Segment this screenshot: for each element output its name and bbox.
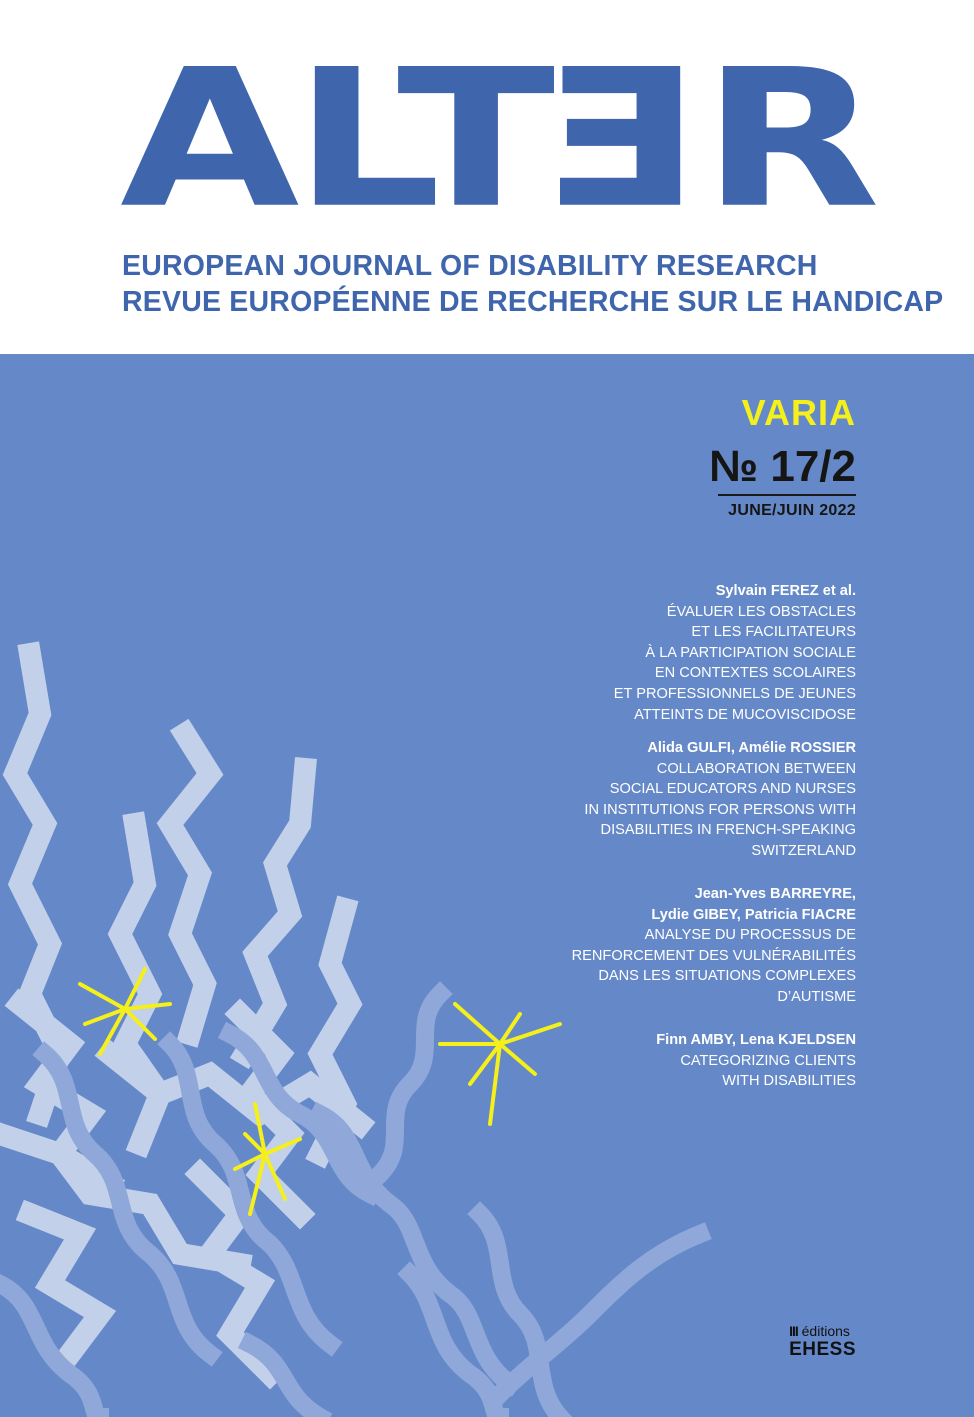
cover-header (0, 0, 974, 354)
article-4 (656, 1030, 856, 1092)
article-authors: Jean-Yves BARREYRE, (694, 886, 856, 902)
strand-4 (245, 769, 305, 1054)
logo-r: R (701, 28, 875, 250)
strand-1 (15, 654, 60, 1114)
strand-16 (380, 994, 440, 1174)
article-title-line: COLLABORATION BETWEEN (656, 760, 856, 777)
subtitle-french: REVUE EUROPÉENNE DE RECHERCHE SUR LE HANDICAP (122, 286, 944, 318)
article-title-line: CATEGORIZING CLIENTS (680, 1052, 856, 1069)
issue-type: VARIA (741, 392, 856, 433)
logo-mirrored-e: E (549, 28, 702, 250)
cover-panel (0, 354, 974, 1417)
article-title-line: DANS LES SITUATIONS COMPLEXES (598, 968, 856, 985)
article-title-line: D’AUTISME (777, 988, 856, 1005)
journal-logo (120, 28, 875, 250)
article-title-line: ET PROFESSIONNELS DE JEUNES (613, 685, 856, 702)
article-1 (614, 581, 856, 725)
article-title-line: ATTEINTS DE MUCOVISCIDOSE (634, 706, 856, 723)
article-title-line: WITH DISABILITIES (722, 1073, 856, 1090)
article-title-line: ANALYSE DU PROCESSUS DE (644, 927, 856, 944)
article-title-line: SWITZERLAND (751, 842, 856, 859)
strand-15 (320, 1114, 510, 1384)
strand-3 (170, 734, 210, 1034)
article-title-line: ÉVALUER LES OBSTACLES (666, 603, 856, 620)
issue-divider (718, 494, 856, 496)
publisher-line1: éditions (801, 1323, 850, 1339)
strand-21 (250, 1344, 320, 1417)
article-2 (584, 738, 856, 862)
article-title-line: EN CONTEXTES SCOLAIRES (654, 665, 856, 682)
article-3 (572, 884, 856, 1008)
article-title-line: DISABILITIES IN FRENCH-SPEAKING (600, 822, 856, 839)
logo-alt: ALT (120, 28, 550, 250)
article-title-line: À LA PARTICIPATION SOCIALE (645, 644, 856, 661)
article-title-line: ET LES FACILITATEURS (691, 624, 856, 641)
publisher-bars-icon: III (789, 1323, 798, 1339)
article-title-line: IN INSTITUTIONS FOR PERSONS WITH (584, 801, 856, 818)
article-authors: Alida GULFI, Amélie ROSSIER (647, 740, 856, 756)
article-title-line: RENFORCEMENT DES VULNÉRABILITÉS (571, 947, 856, 964)
publisher-name: EHESS (789, 1339, 856, 1360)
yellow-star-2 (440, 1004, 560, 1124)
issue-number: № 17/2 (709, 442, 856, 491)
publisher-logo (789, 1323, 856, 1361)
article-title-line: SOCIAL EDUCATORS AND NURSES (609, 781, 856, 798)
article-authors: Lydie GIBEY, Patricia FIACRE (651, 906, 856, 923)
article-authors: Finn AMBY, Lena KJELDSEN (656, 1032, 856, 1048)
issue-date: JUNE/JUIN 2022 (728, 502, 856, 519)
subtitle-english: EUROPEAN JOURNAL OF DISABILITY RESEARCH (122, 250, 818, 282)
article-authors: Sylvain FEREZ et al. (715, 583, 856, 599)
